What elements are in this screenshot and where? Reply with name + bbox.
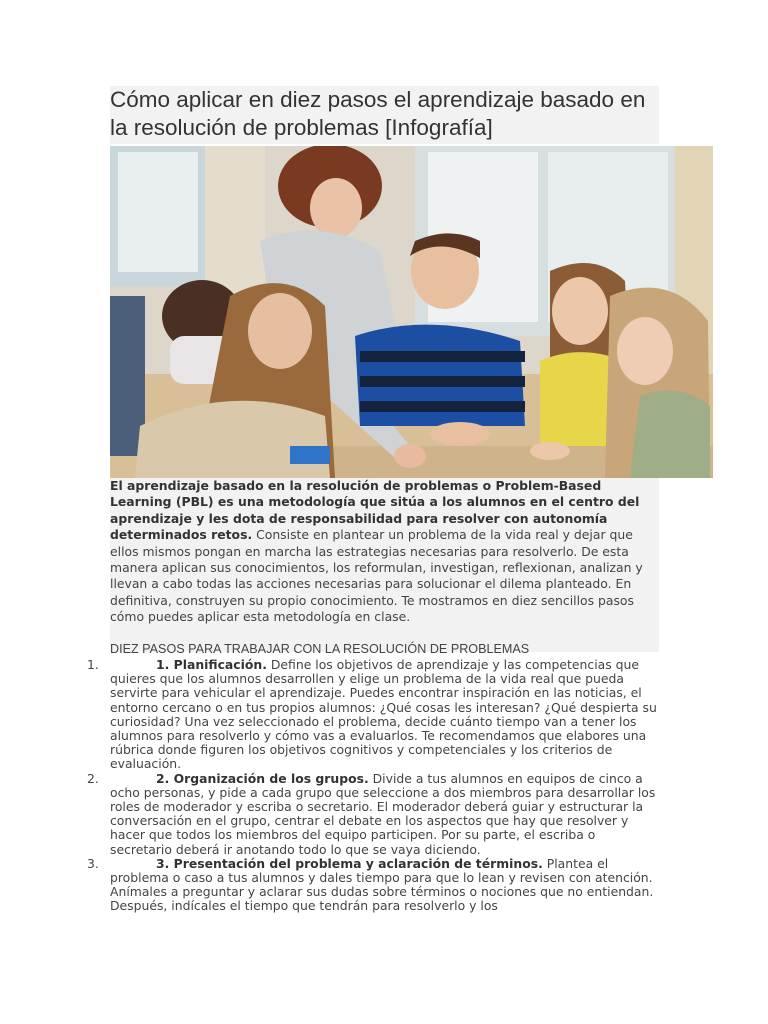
steps-list — [0, 658, 660, 914]
title-block — [110, 86, 659, 144]
step-text: Divide a tus alumnos en equipos de cinco a ocho personas, y pide a cada grupo que seleccione a dos miembros para desarrollar los roles de moderador y escriba o secretario. El moderador deberá guiar y estructurar la conversación en el grupo, centrar el debate en los aspectos que hay que resolver y hacer que todos los miembros del equipo participen. Por su parte, el escriba o secretario deberá ir anotando todo lo que se vaya diciendo. — [110, 770, 656, 857]
list-number: 2. — [87, 770, 99, 786]
list-item — [0, 658, 660, 772]
page-title: Cómo aplicar en diez pasos el aprendizaje basado en la resolución de problemas [Infografía] — [110, 87, 646, 140]
step-text: Plantea el problema o caso a tus alumnos y dales tiempo para que lo lean y revisen con atención. Anímales a preguntar y aclarar sus dudas sobre términos o nociones que no entiendan. Después, indícales el tiempo que tendrán para resolverlo y los — [110, 855, 654, 914]
list-number: 1. — [87, 657, 99, 672]
list-item — [0, 857, 660, 914]
intro-block — [110, 478, 659, 656]
step-text: Define los objetivos de aprendizaje y las competencias que quieres que los alumnos desarrollen y elige un problema de la vida real que pueda servirte para vehicular el aprendizaje. Puedes encontrar inspiración en las noticias, el entorno cercano o en tus propios alumnos: ¿Qué cosas les interesan? ¿Qué despierta su curiosidad? Una vez seleccionado el problema, decide cuánto tiempo van a tener los alumnos para resolverlo y cómo vas a evaluarlos. Te recomendamos que elabores una rúbrica donde figuren los objetivos cognitivos y competenciales y los criterios de evaluación. — [110, 657, 657, 772]
step-title: 3. Presentación del problema y aclaración de términos. — [156, 855, 543, 871]
classroom-photo — [110, 146, 713, 478]
step-title: 2. Organización de los grupos. — [156, 770, 369, 786]
step-title: 1. Planificación. — [156, 657, 267, 672]
intro-text: Consiste en plantear un problema de la vida real y dejar que ellos mismos pongan en marcha las estrategias necesarias para resolverlo. De esta manera aplican sus conocimientos, los reformulan, investigan, reflexionan, analizan y llevan a cabo todas las acciones necesarias para solucionar el dilema planteado. En definitiva, construyen su propio conocimiento. Te mostramos en diez sencillos pasos cómo puedes aplicar esta metodología en clase. — [110, 527, 643, 625]
list-item — [0, 772, 660, 857]
intro-paragraph — [110, 478, 659, 626]
intro-bold: El aprendizaje basado en la resolución de problemas o Problem-Based Learning (PBL) es una metodología que sitúa a los alumnos en el centro del aprendizaje y les dota de responsabilidad para resolver con autonomía determinados retos. — [110, 478, 640, 543]
section-heading: DIEZ PASOS PARA TRABAJAR CON LA RESOLUCIÓN DE PROBLEMAS — [110, 641, 530, 656]
list-number: 3. — [87, 855, 99, 871]
